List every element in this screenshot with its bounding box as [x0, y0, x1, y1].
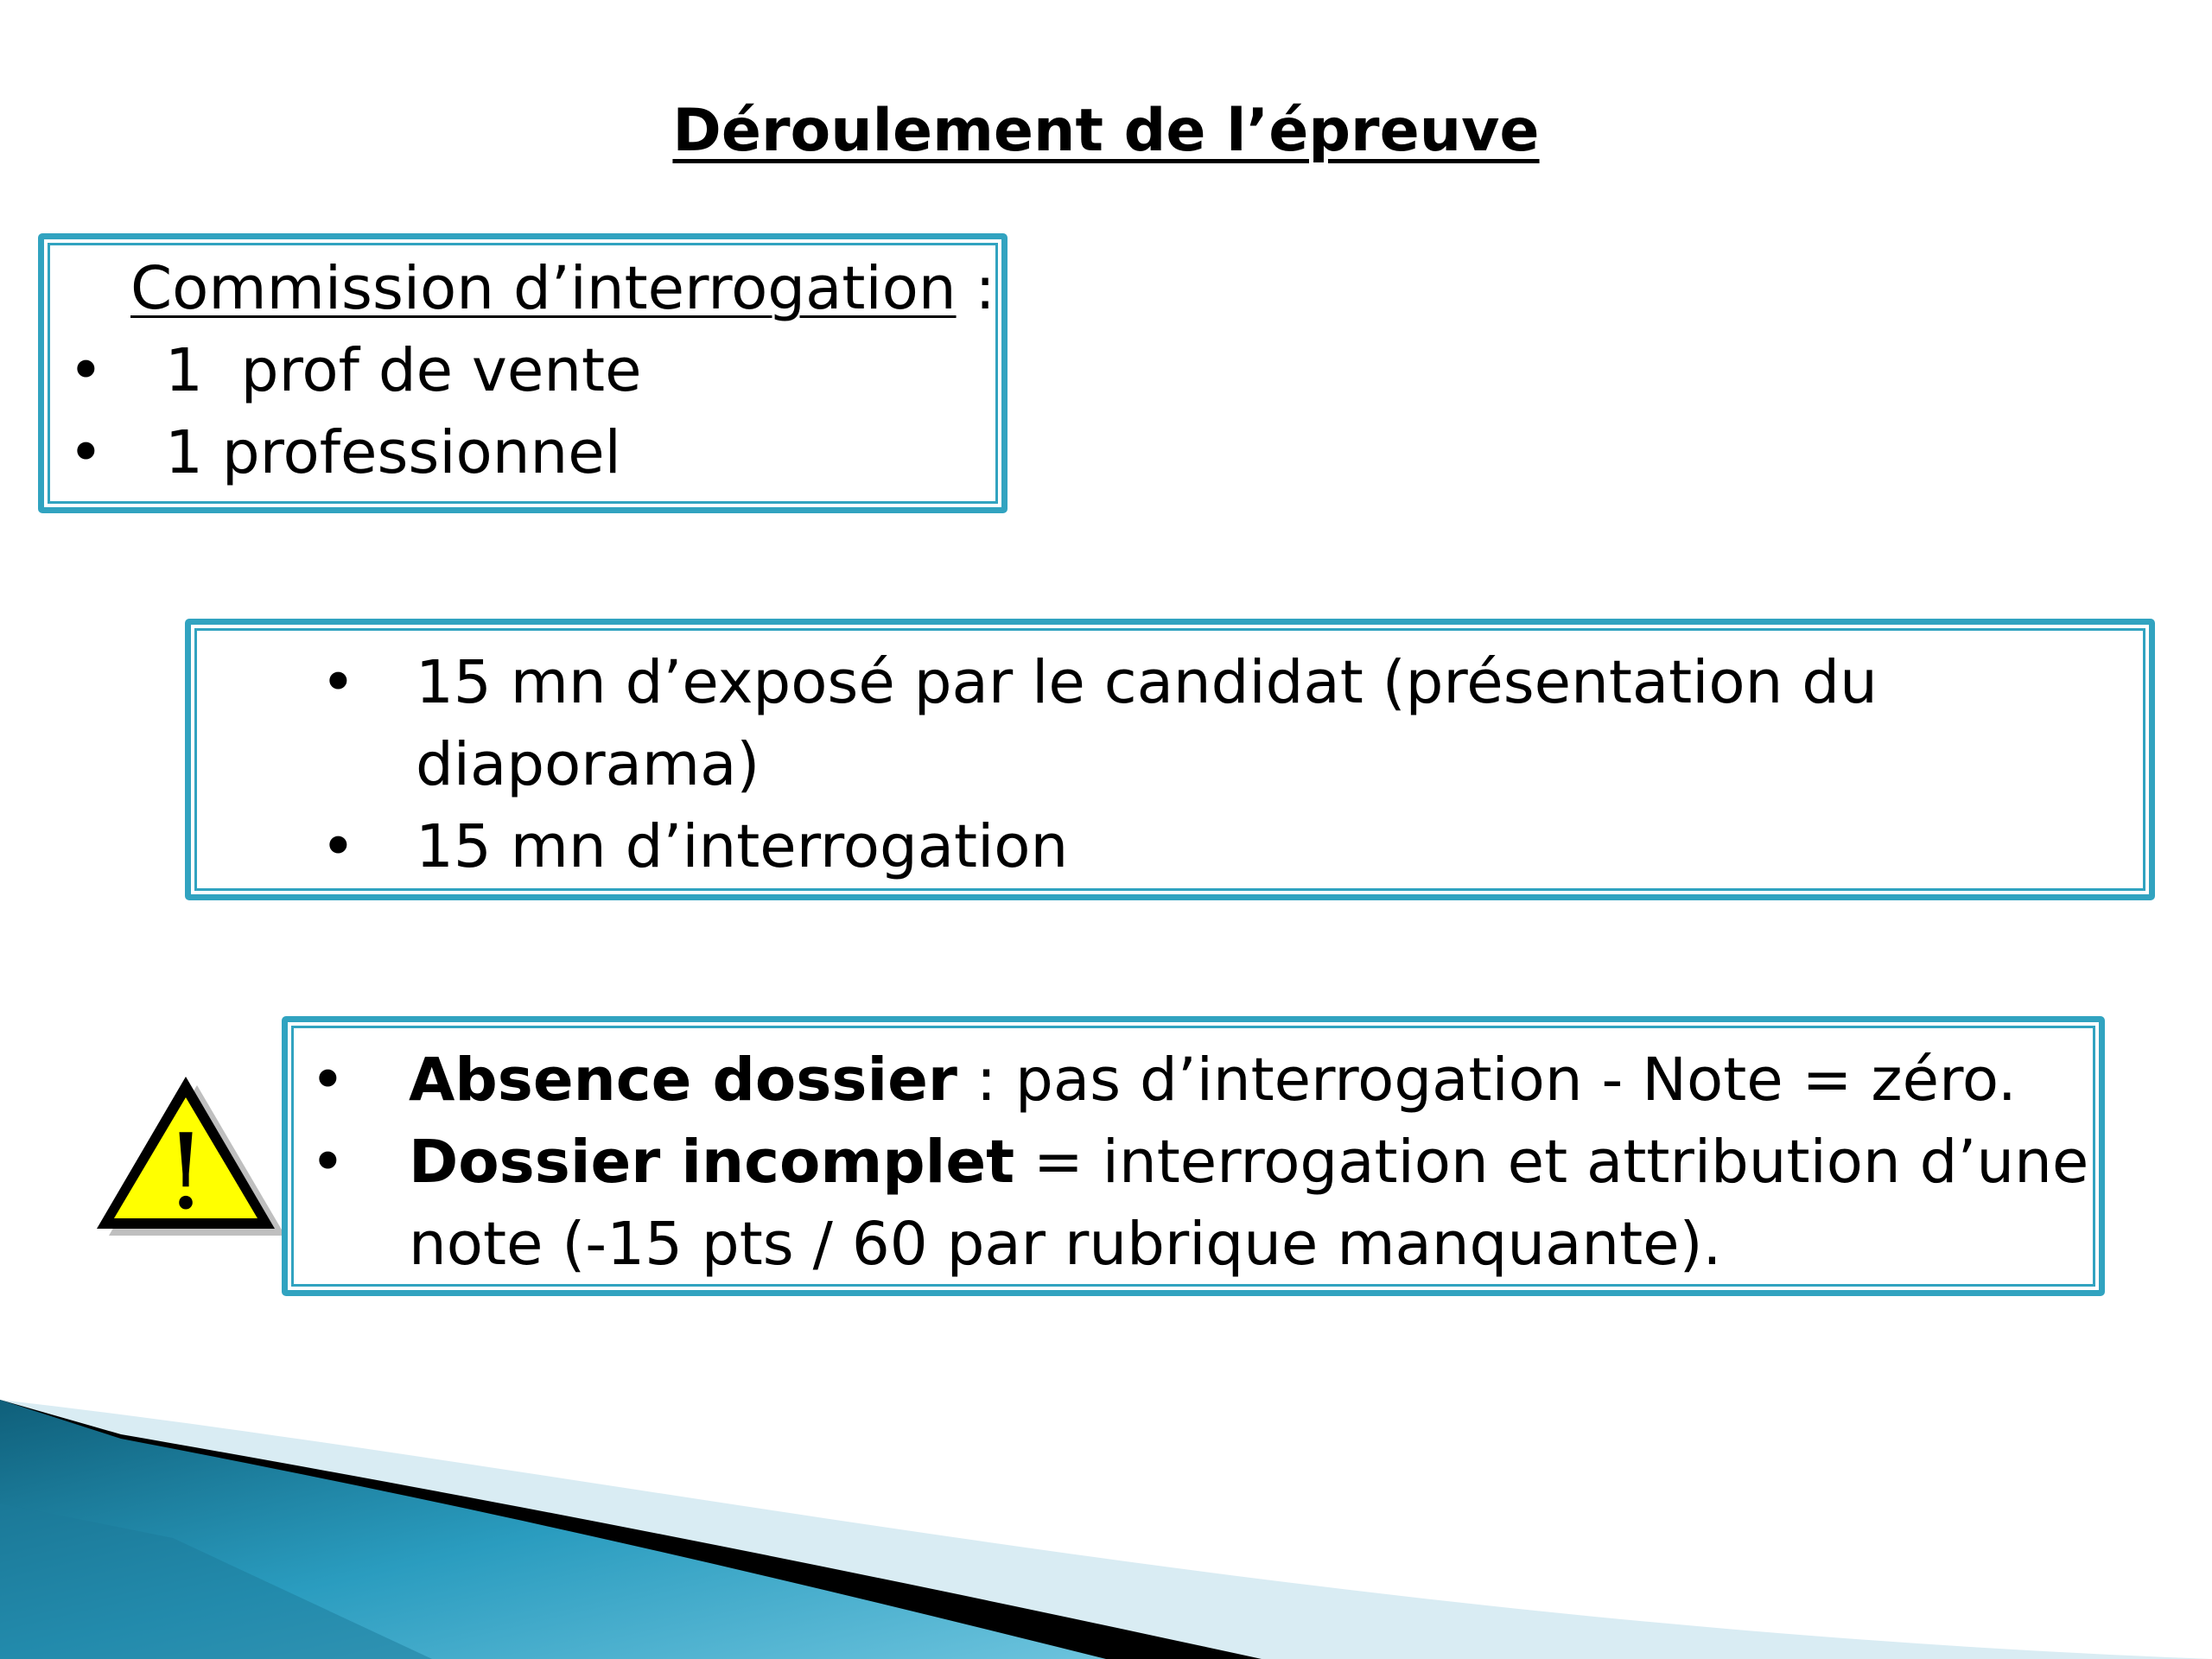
dossier-content [310, 1039, 2088, 1286]
commission-list [68, 330, 995, 494]
timing-list [321, 642, 1878, 888]
list-item-text: 15 mn d’exposé par le candidat (présentation du [416, 648, 1878, 717]
list-item-text: 15 mn d’interrogation [416, 812, 1069, 881]
absence-dossier-text: : pas d’interrogation - Note = zéro. [957, 1046, 2017, 1115]
commission-box [38, 233, 1007, 513]
dossier-list [310, 1039, 2088, 1286]
bullet: • [310, 1046, 346, 1115]
bullet: • [310, 1128, 346, 1197]
list-item-text-continued: diaporama) [416, 730, 760, 799]
page-title-text: Déroulement de l’épreuve [672, 97, 1540, 165]
warning-symbol: ! [164, 1113, 207, 1233]
list-item-text: 1 professionnel [165, 418, 621, 487]
bullet: • [68, 418, 104, 487]
list-item [310, 1039, 2088, 1122]
bullet: • [321, 812, 356, 881]
page-title [0, 93, 2212, 169]
dossier-incomplet-text-continued: note (-15 pts / 60 par rubrique manquante). [409, 1210, 1722, 1279]
list-item [321, 642, 1878, 806]
commission-heading [68, 248, 995, 330]
list-item-text: 1 prof de vente [165, 336, 642, 405]
absence-dossier-label: Absence dossier [409, 1046, 957, 1115]
list-item [68, 412, 995, 494]
commission-heading-text: Commission d’interrogation [130, 254, 957, 323]
dossier-box [282, 1016, 2105, 1296]
timing-content [321, 642, 1878, 888]
commission-content [68, 248, 995, 494]
commission-heading-suffix: : [956, 254, 995, 323]
timing-box [185, 619, 2155, 900]
list-item [321, 806, 1878, 888]
bullet: • [68, 336, 104, 405]
bullet: • [321, 648, 356, 717]
list-item [68, 330, 995, 412]
dossier-incomplet-text: = interrogation et attribution d’une [1014, 1128, 2089, 1197]
warning-icon [90, 1071, 289, 1241]
dossier-incomplet-label: Dossier incomplet [409, 1128, 1015, 1197]
list-item [310, 1122, 2088, 1286]
